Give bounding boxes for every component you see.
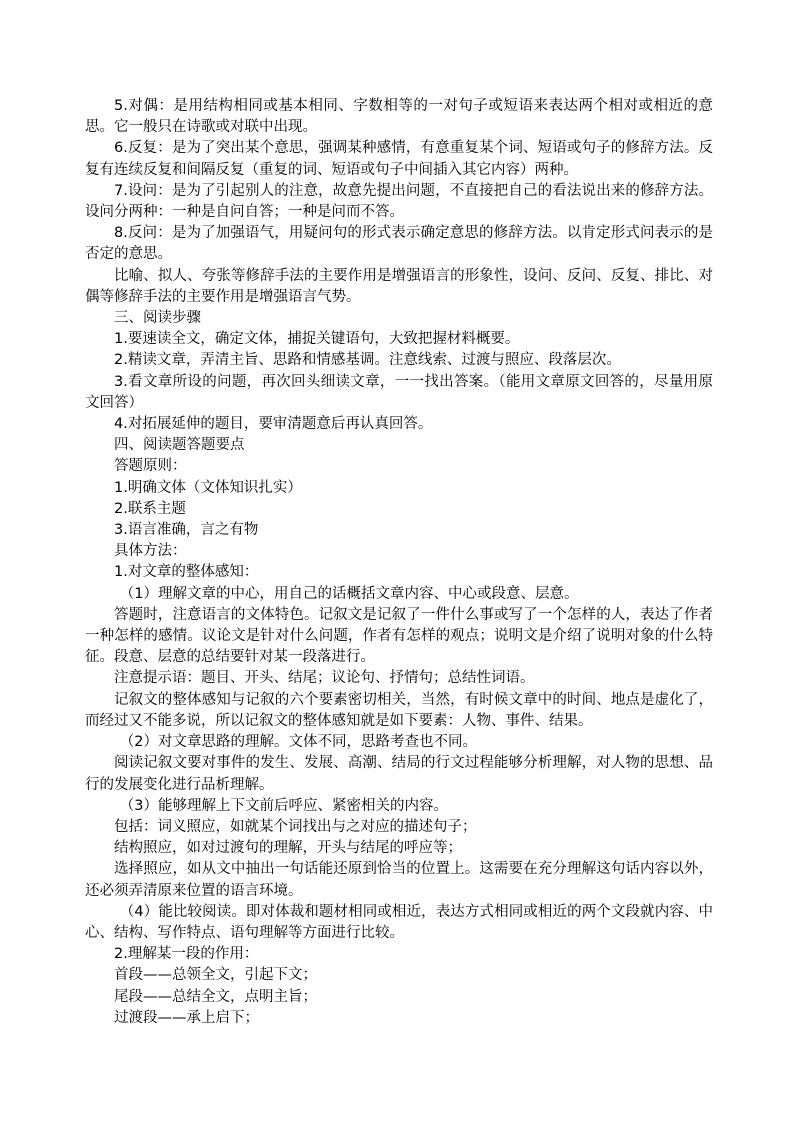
paragraph-fanfu: 6.反复：是为了突出某个意思，强调某种感情，有意重复某个词、短语或句子的修辞方法。反复有连续反复和间隔反复（重复的词、短语或句子中间插入其它内容）两种。: [85, 140, 713, 178]
method-1-heading: 1.对文章的整体感知：: [114, 564, 259, 581]
method-1-item-4: （4）能比较阅读。即对体裁和题材相同或相近，表达方式相同或相近的两个文段就内容、中心、结构、写作特点、语句理解等方面进行比较。: [85, 903, 713, 941]
paragraph-shewen: 7.设问：是为了引起别人的注意，故意先提出问题，不直接把自己的看法说出来的修辞方法。设问分两种：一种是自问自答；一种是问而不答。: [85, 182, 713, 221]
paragraph-hint-words: 注意提示语：题目、开头、结尾；议论句、抒情句；总结性词语。: [114, 670, 535, 687]
reading-step-4: 4.对拓展延伸的题目，要审清题意后再认真回答。: [114, 416, 433, 433]
paragraph-word-echo: 包括：词义照应，如就某个词找出与之对应的描述句子；: [114, 818, 477, 835]
paragraph-selection-echo: 选择照应，如从文中抽出一句话能还原到恰当的位置上。这需要在充分理解这句话内容以外，还必须弄清原来位置的语言环境。: [85, 861, 713, 899]
principle-3: 3.语言准确，言之有物: [114, 522, 259, 539]
principle-2: 2.联系主题: [114, 500, 186, 517]
paragraph-fanwen: 8.反问：是为了加强语气，用疑问句的形式表示确定意思的修辞方法。以肯定形式问表示的是否定的意思。: [85, 225, 713, 263]
paragraph-answer-style: 答题时，注意语言的文体特色。记叙文是记叙了一件什么事或写了一个怎样的人，表达了作者一种怎样的感情。议论文是针对什么问题，作者有怎样的观点；说明文是介绍了说明对象的什么特征。段意、层意的总结要针对某一段落进行。: [85, 606, 713, 666]
method-1-item-2: （2）对文章思路的理解。文体不同，思路考查也不同。: [119, 734, 478, 751]
paragraph-narrative-process: 阅读记叙文要对事件的发生、发展、高潮、结局的行文过程能够分析理解，对人物的思想、品行的发展变化进行品析理解。: [85, 755, 713, 793]
method-1-item-3: （3）能够理解上下文前后呼应、紧密相关的内容。: [119, 797, 449, 814]
first-paragraph-role: 首段——总领全文，引起下文；: [114, 967, 317, 984]
transition-paragraph-role: 过渡段——承上启下；: [114, 1009, 259, 1026]
last-paragraph-role: 尾段——总结全文，点明主旨；: [114, 988, 317, 1005]
reading-step-1: 1.要速读全文，确定文体，捕捉关键语句，大致把握材料概要。: [114, 331, 520, 348]
reading-step-2: 2.精读文章，弄清主旨、思路和情感基调。注意线索、过渡与照应、段落层次。: [114, 352, 621, 369]
method-1-item-1: （1）理解文章的中心，用自己的话概括文章内容、中心或段意、层意。: [119, 585, 579, 602]
answer-principles-label: 答题原则：: [114, 458, 187, 475]
reading-step-3: 3.看文章所设的问题，再次回头细读文章，一一找出答案。（能用文章原文回答的，尽量用原文回答）: [85, 373, 713, 411]
specific-methods-label: 具体方法：: [114, 543, 187, 560]
method-2-heading: 2.理解某一段的作用：: [114, 946, 259, 963]
paragraph-structure-echo: 结构照应，如对过渡句的理解，开头与结尾的呼应等；: [114, 840, 462, 857]
paragraph-duiou: 5.对偶：是用结构相同或基本相同、字数相等的一对句子或短语来表达两个相对或相近的意思。它一般只在诗歌或对联中出现。: [85, 98, 713, 136]
document-page: [85, 96, 713, 1029]
section-heading-answer-points: 四、阅读题答题要点: [114, 437, 245, 454]
paragraph-rhetoric-summary: 比喻、拟人、夸张等修辞手法的主要作用是增强语言的形象性，设问、反问、反复、排比、对偶等修辞手法的主要作用是增强语言气势。: [85, 267, 713, 305]
principle-1: 1.明确文体（文体知识扎实）: [114, 479, 302, 496]
paragraph-narrative-elements: 记叙文的整体感知与记叙的六个要素密切相关，当然，有时候文章中的时间、地点是虚化了，而经过又不能多说，所以记叙文的整体感知就是如下要素：人物、事件、结果。: [85, 691, 713, 729]
section-heading-reading-steps: 三、阅读步骤: [114, 310, 201, 327]
